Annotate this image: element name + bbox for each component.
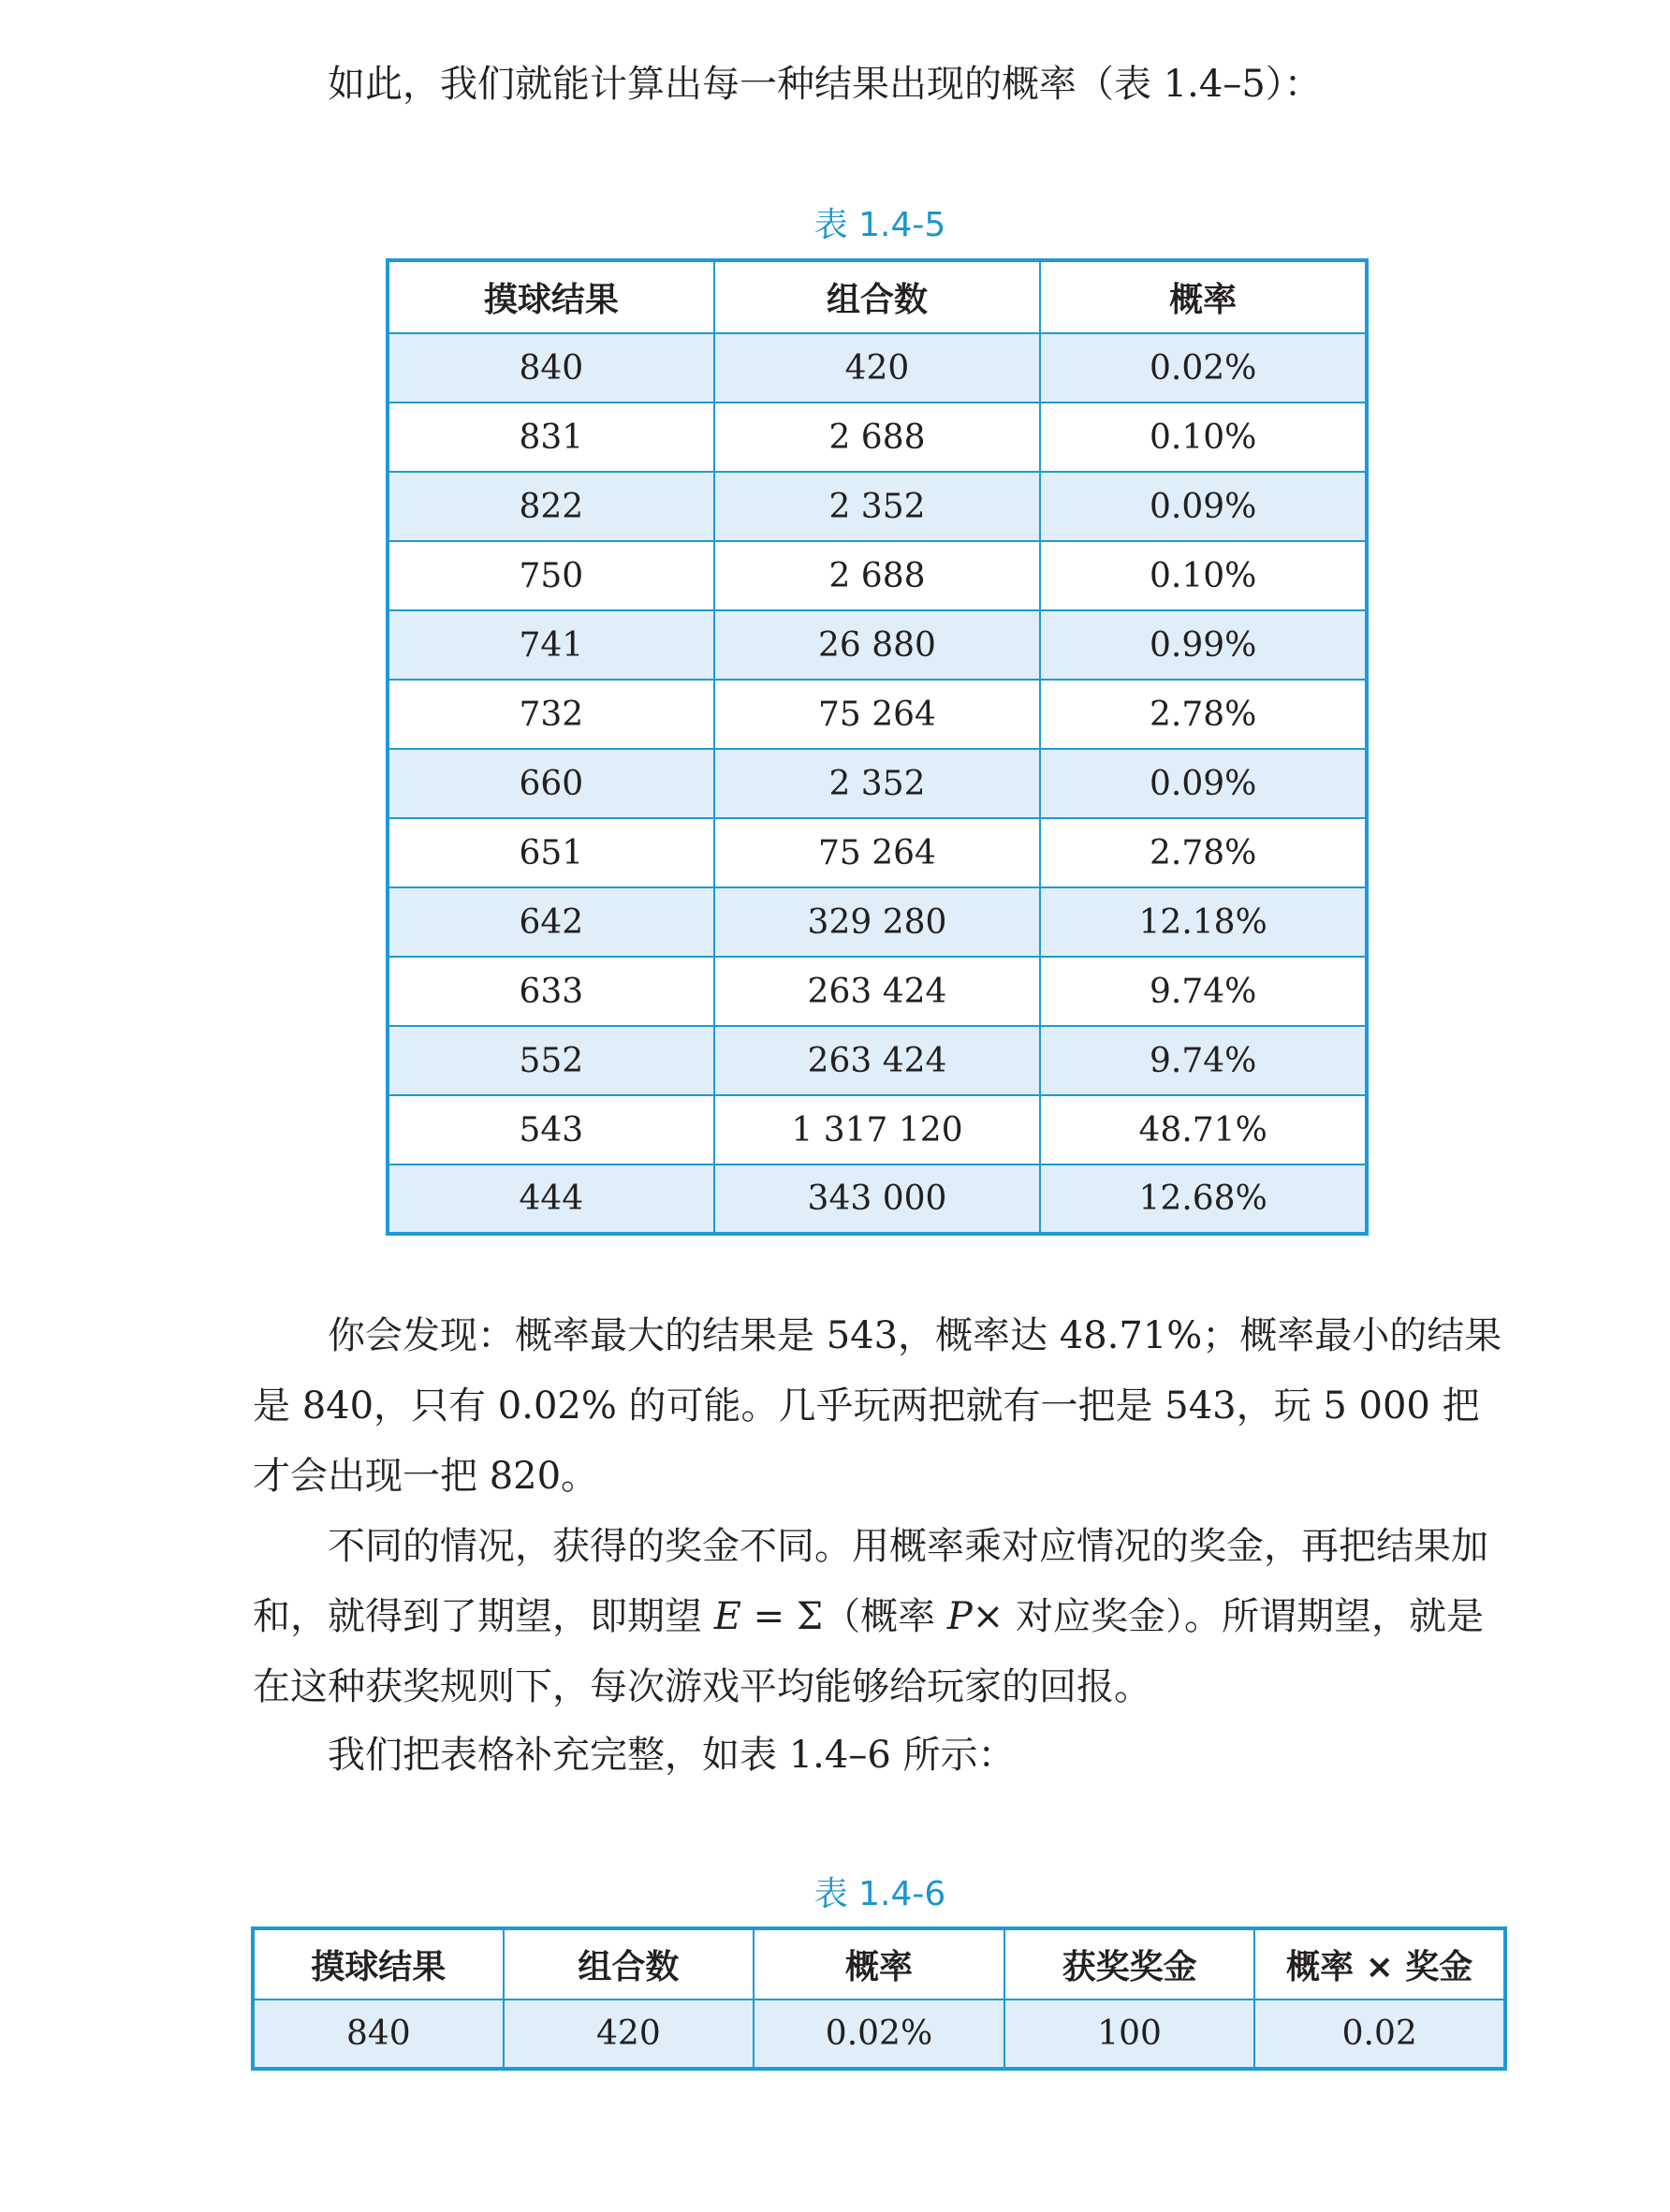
expectation-text-before: 不同的情况，获得的奖金不同。用概率乘对应情况的奖金，再把结果加和，就得到了期望，即期望 <box>253 1525 1488 1638</box>
table-1-4-6-caption: 表 1.4-6 <box>813 1875 946 1913</box>
paragraph-expectation <box>253 1512 1512 1722</box>
table-row <box>388 1095 1367 1165</box>
cell-combinations: 263 424 <box>714 1026 1041 1095</box>
cell-combinations: 343 000 <box>714 1165 1041 1234</box>
intro-text: 如此，我们就能计算出每一种结果出现的概率（表 1.4–5）： <box>328 63 1322 106</box>
table-header-row <box>388 260 1367 333</box>
table-row <box>388 887 1367 957</box>
cell-probability: 48.71% <box>1040 1095 1367 1165</box>
cell-result: 840 <box>253 2000 504 2069</box>
header-combinations: 组合数 <box>714 260 1041 333</box>
cell-result: 651 <box>388 818 714 887</box>
cell-result: 741 <box>388 610 714 680</box>
probability-symbol-p: P <box>946 1595 973 1638</box>
cell-result: 660 <box>388 749 714 818</box>
cell-combinations: 2 688 <box>714 541 1041 610</box>
cell-combinations: 1 317 120 <box>714 1095 1041 1165</box>
table-row <box>388 403 1367 472</box>
expectation-text-after: × 对应奖金）。所谓期望，就是在这种获奖规则下，每次游戏平均能够给玩家的回报。 <box>253 1595 1485 1708</box>
table-row <box>388 333 1367 403</box>
table-row <box>388 610 1367 680</box>
cell-result: 750 <box>388 541 714 610</box>
cell-result: 822 <box>388 472 714 541</box>
cell-expected-value: 0.02 <box>1254 2000 1505 2069</box>
cell-result: 444 <box>388 1165 714 1234</box>
cell-result: 840 <box>388 333 714 403</box>
cell-probability: 0.99% <box>1040 610 1367 680</box>
table-row <box>388 957 1367 1026</box>
probability-table-1-4-5 <box>386 258 1369 1236</box>
cell-combinations: 75 264 <box>714 680 1041 749</box>
cell-probability: 2.78% <box>1040 818 1367 887</box>
cell-combinations: 2 352 <box>714 749 1041 818</box>
table-row <box>253 2000 1505 2069</box>
cell-combinations: 26 880 <box>714 610 1041 680</box>
cell-result: 732 <box>388 680 714 749</box>
header-probability: 概率 <box>1040 260 1367 333</box>
header-result: 摸球结果 <box>388 260 714 333</box>
cell-result: 633 <box>388 957 714 1026</box>
cell-probability: 0.10% <box>1040 541 1367 610</box>
cell-result: 543 <box>388 1095 714 1165</box>
table-header-row <box>253 1928 1505 2000</box>
header-result: 摸球结果 <box>253 1928 504 2000</box>
cell-combinations: 420 <box>504 2000 754 2069</box>
cell-result: 552 <box>388 1026 714 1095</box>
table-row <box>388 541 1367 610</box>
table-row <box>388 680 1367 749</box>
cell-combinations: 2 352 <box>714 472 1041 541</box>
cell-result: 831 <box>388 403 714 472</box>
cell-combinations: 420 <box>714 333 1041 403</box>
cell-probability: 9.74% <box>1040 1026 1367 1095</box>
table-1-4-5-caption: 表 1.4-5 <box>813 206 946 244</box>
expectation-symbol-e: E <box>713 1595 741 1638</box>
header-prize: 获奖奖金 <box>1004 1928 1255 2000</box>
paragraph-findings: 你会发现：概率最大的结果是 543，概率达 48.71%；概率最小的结果是 840，只有 0.02% 的可能。几乎玩两把就有一把是 543，玩 5 000 把才会出现一把 820。 <box>253 1314 1502 1498</box>
cell-probability: 2.78% <box>1040 680 1367 749</box>
cell-combinations: 329 280 <box>714 887 1041 957</box>
cell-probability: 0.10% <box>1040 403 1367 472</box>
cell-probability: 9.74% <box>1040 957 1367 1026</box>
header-probability: 概率 <box>754 1928 1004 2000</box>
cell-probability: 12.68% <box>1040 1165 1367 1234</box>
table-row <box>388 1026 1367 1095</box>
table-row <box>388 818 1367 887</box>
cell-prize: 100 <box>1004 2000 1255 2069</box>
header-probability-times-prize: 概率 × 奖金 <box>1254 1928 1505 2000</box>
expectation-text-middle: = Σ（概率 <box>740 1595 947 1638</box>
cell-probability: 0.09% <box>1040 472 1367 541</box>
cell-probability: 0.09% <box>1040 749 1367 818</box>
cell-probability: 12.18% <box>1040 887 1367 957</box>
header-combinations: 组合数 <box>504 1928 754 2000</box>
cell-probability: 0.02% <box>1040 333 1367 403</box>
cell-probability: 0.02% <box>754 2000 1004 2069</box>
cell-combinations: 2 688 <box>714 403 1041 472</box>
cell-combinations: 263 424 <box>714 957 1041 1026</box>
paragraph-table-intro: 我们把表格补充完整，如表 1.4–6 所示： <box>328 1734 1016 1777</box>
cell-combinations: 75 264 <box>714 818 1041 887</box>
table-row <box>388 472 1367 541</box>
cell-result: 642 <box>388 887 714 957</box>
table-row <box>388 749 1367 818</box>
table-row <box>388 1165 1367 1234</box>
prize-table-1-4-6 <box>251 1926 1507 2071</box>
